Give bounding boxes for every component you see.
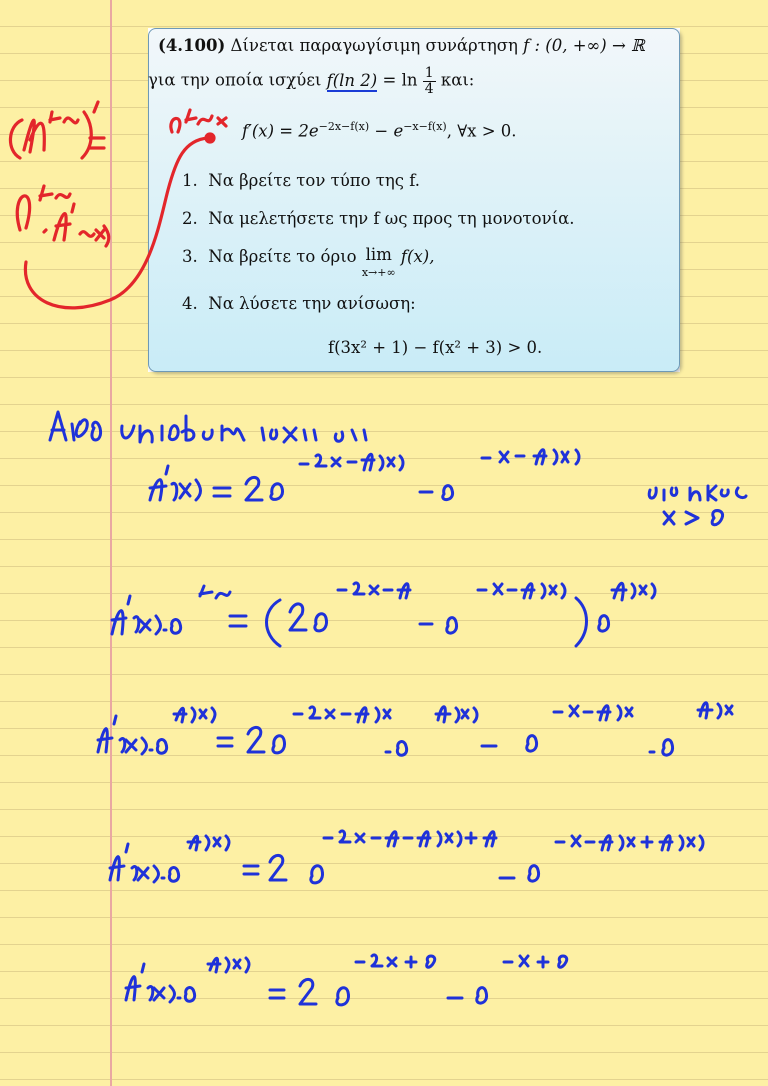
blue-fprime-e-1	[112, 596, 181, 634]
blue-dot-e-2	[650, 740, 673, 755]
item-4-number: 4.	[182, 294, 198, 313]
blue-minus-e	[420, 486, 453, 500]
blue-equals-2	[230, 616, 246, 626]
exponent-1: −2x−f(x)	[318, 120, 370, 133]
blue-minus-e-5	[448, 988, 487, 1003]
blue-word-ypothesi	[122, 416, 244, 442]
equation-main: f′(x) = 2e	[242, 121, 319, 141]
blue-exp-10	[504, 956, 567, 967]
blue-2e-2	[290, 604, 327, 631]
blue-2e-4	[270, 855, 323, 882]
blue-fprime-e-3	[110, 844, 179, 882]
fraction-numerator: 1	[424, 65, 434, 81]
problem-number: 4.100	[165, 36, 218, 55]
blue-exp-fx-2	[612, 583, 655, 600]
blue-fprime-e-4	[126, 964, 195, 1002]
blue-exp-9	[356, 955, 435, 967]
blue-exp-fx-1	[200, 586, 230, 598]
red-bracket-right	[82, 112, 91, 158]
blue-exp-fx-4	[436, 707, 477, 722]
red-e-glyph-3	[171, 118, 180, 132]
blue-minus-e-3	[482, 736, 537, 751]
blue-fprime-x	[150, 466, 201, 500]
red-bracket-left	[10, 120, 22, 158]
blue-e-3	[599, 616, 609, 631]
red-fprime	[54, 204, 74, 240]
blue-exp-1	[300, 454, 403, 470]
problem-line-1: (4.100) Δίνεται παραγωγίσιμη συνάρτηση f : (0, +∞) → ℝ	[158, 36, 645, 55]
blue-word-isxyei	[262, 428, 316, 442]
item-2-text: Να μελετήσετε την f ως προς τη μονοτονία.	[208, 209, 575, 228]
fraction-denominator: 4	[424, 80, 434, 97]
blue-exp-fx-6	[188, 836, 229, 850]
red-equals	[90, 138, 104, 148]
problem-intro-3: και:	[435, 70, 475, 90]
item-4-text: Να λύσετε την ανίσωση:	[208, 294, 416, 313]
item-3-after: f(x),	[395, 247, 435, 266]
limit-label: lim	[365, 245, 392, 264]
problem-intro-2: για την οποία ισχύει	[148, 70, 327, 90]
blue-2e-5	[300, 979, 349, 1004]
problem-intro-1: Δίνεται παραγωγίσιμη συνάρτηση	[230, 36, 524, 55]
blue-solution	[50, 412, 746, 1005]
condition-eq: = ln	[377, 70, 423, 90]
blue-gia-kathe	[649, 486, 746, 500]
red-e-glyph-2	[17, 196, 29, 230]
red-annotations	[10, 102, 226, 308]
blue-minus-e-2	[420, 618, 457, 633]
exponent-2: −x−f(x)	[403, 120, 447, 133]
blue-exp-5	[294, 707, 390, 722]
blue-exp-7	[324, 831, 496, 846]
red-prime-1	[94, 102, 98, 112]
blue-equals-3	[218, 738, 232, 746]
blue-word-oti	[335, 430, 366, 441]
blue-paren-close	[576, 598, 587, 646]
red-exponent-1	[50, 112, 78, 123]
item-1-text: Να βρείτε τον τύπο της f.	[208, 171, 421, 190]
red-connector-arrow	[25, 138, 208, 308]
red-exponent-2	[40, 186, 70, 200]
blue-exp-8	[556, 836, 703, 850]
red-times	[218, 118, 226, 126]
condition-lhs: f(ln 2)	[326, 70, 378, 90]
item-3-number: 3.	[182, 247, 198, 266]
blue-dot-e-1	[386, 742, 407, 756]
red-arrow-dot	[206, 134, 214, 142]
blue-exp-fx-7	[208, 958, 249, 972]
blue-equals-4	[244, 866, 258, 874]
blue-minus-e-4	[500, 866, 539, 881]
equation-minus: − e	[369, 121, 404, 141]
blue-exp-fx-5	[698, 703, 732, 718]
blue-x-gt-0	[664, 511, 723, 525]
blue-exp-4	[478, 584, 565, 598]
blue-paren-open	[267, 600, 281, 646]
domain-map: f : (0, +∞) → ℝ	[523, 36, 645, 55]
blue-exp-fx-3	[174, 708, 215, 722]
blue-2e	[246, 477, 283, 500]
blue-exp-6	[554, 706, 632, 720]
blue-equals-1	[214, 488, 230, 496]
red-dot	[44, 230, 46, 232]
blue-exp-2	[482, 450, 579, 464]
item-2-number: 2.	[182, 209, 198, 228]
inequality: f(3x² + 1) − f(x² + 3) > 0.	[328, 338, 543, 357]
item-3-text: Να βρείτε το όριο	[208, 247, 362, 266]
blue-word-afou	[50, 412, 101, 440]
limit-subscript: x→+∞	[361, 265, 396, 279]
blue-fprime-e-2	[98, 716, 167, 754]
blue-exp-3	[338, 583, 410, 598]
blue-2e-3	[248, 727, 285, 752]
blue-equals-5	[270, 990, 284, 998]
red-exponent-3	[186, 110, 212, 124]
red-e-glyph-1	[24, 120, 44, 152]
red-x-paren	[80, 226, 109, 246]
forall-clause: , ∀x > 0.	[446, 121, 517, 141]
item-1-number: 1.	[182, 171, 198, 190]
